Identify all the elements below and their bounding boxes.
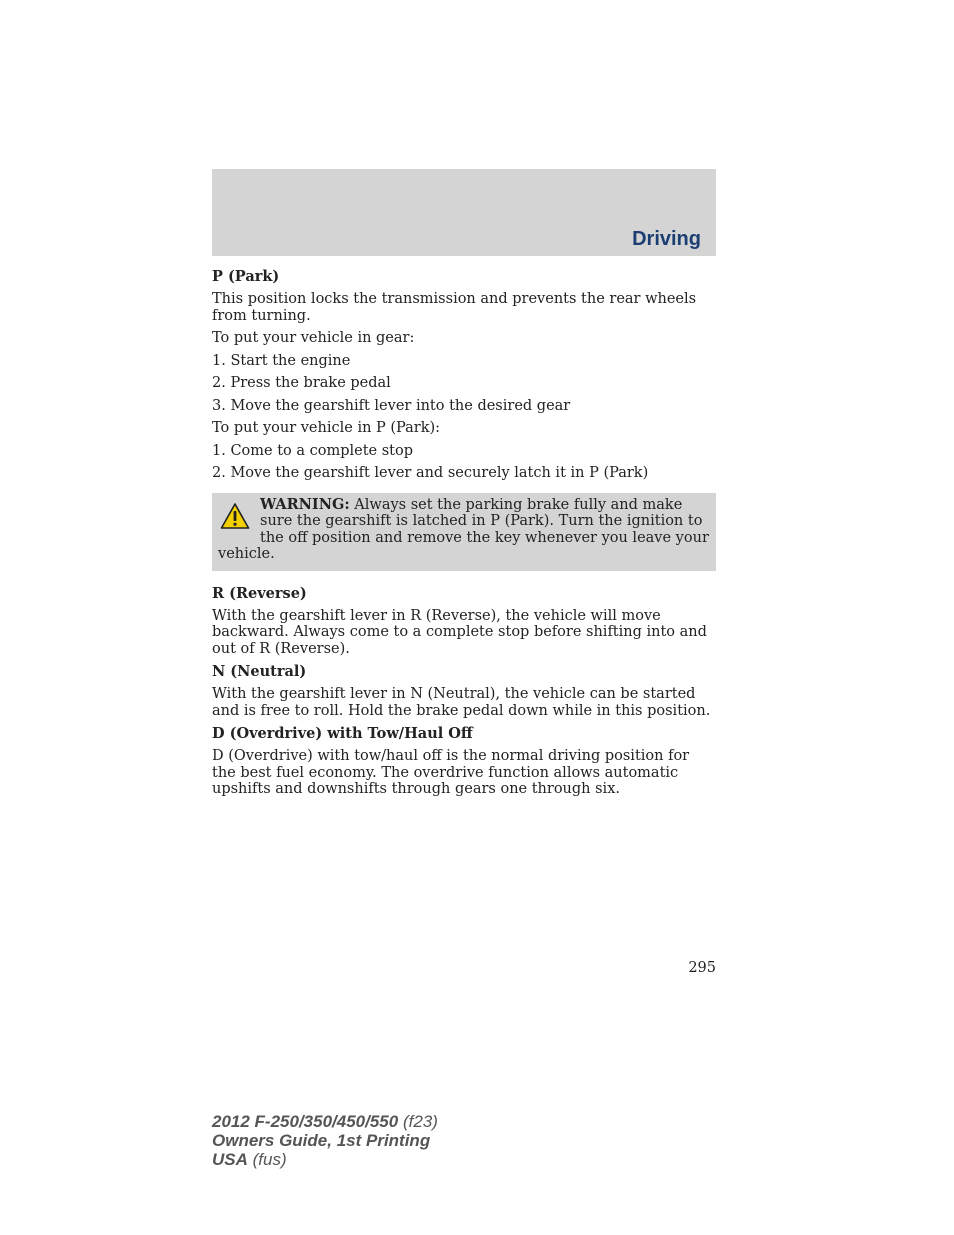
park-description: This position locks the transmission and prevents the rear wheels from turning. bbox=[212, 291, 697, 324]
footer bbox=[212, 1112, 438, 1169]
warning-triangle-icon bbox=[220, 502, 250, 530]
page-number: 295 bbox=[688, 960, 716, 976]
section-title: Driving bbox=[632, 228, 701, 250]
gear-step-3: 3. Move the gearshift lever into the desired gear bbox=[212, 397, 571, 414]
footer-line-1 bbox=[212, 1112, 438, 1131]
footer-market: USA bbox=[212, 1150, 248, 1169]
park-heading: P (Park) bbox=[212, 268, 280, 285]
reverse-description: With the gearshift lever in R (Reverse), the vehicle will move backward. Always come to a complete stop before shifting into and out of R (Reverse). bbox=[212, 607, 707, 657]
warning-label: WARNING: bbox=[260, 495, 350, 513]
neutral-description: With the gearshift lever in N (Neutral), the vehicle can be started and is free to roll. Hold the brake pedal down while in this position. bbox=[212, 686, 711, 719]
gear-step-1: 1. Start the engine bbox=[212, 352, 351, 369]
footer-model: 2012 F-250/350/450/550 bbox=[212, 1112, 399, 1131]
reverse-heading: R (Reverse) bbox=[212, 584, 307, 602]
overdrive-heading: D (Overdrive) with Tow/Haul Off bbox=[212, 725, 473, 742]
footer-line-3 bbox=[212, 1150, 438, 1169]
page-content bbox=[212, 266, 716, 804]
warning-box bbox=[212, 493, 716, 571]
park-step-1: 1. Come to a complete stop bbox=[212, 442, 414, 459]
park-intro: To put your vehicle in P (Park): bbox=[212, 420, 441, 436]
warning-text: Always set the parking brake fully and make sure the gearshift is latched in P (Park). Turn the ignition to the off position and remove the key whenever you leave your vehicle. bbox=[218, 496, 709, 562]
gear-intro: To put your vehicle in gear: bbox=[212, 330, 415, 346]
section-header bbox=[212, 169, 716, 256]
neutral-heading: N (Neutral) bbox=[212, 663, 307, 680]
overdrive-description: D (Overdrive) with tow/haul off is the normal driving position for the best fuel economy. The overdrive function allows automatic upshifts and downshifts through gears one through six. bbox=[212, 748, 690, 797]
footer-model-code: (f23) bbox=[398, 1112, 438, 1131]
footer-market-code: (fus) bbox=[247, 1150, 287, 1169]
gear-step-2: 2. Press the brake pedal bbox=[212, 375, 391, 391]
footer-line-2: Owners Guide, 1st Printing bbox=[212, 1131, 431, 1150]
park-step-2: 2. Move the gearshift lever and securely latch it in P (Park) bbox=[212, 465, 649, 481]
